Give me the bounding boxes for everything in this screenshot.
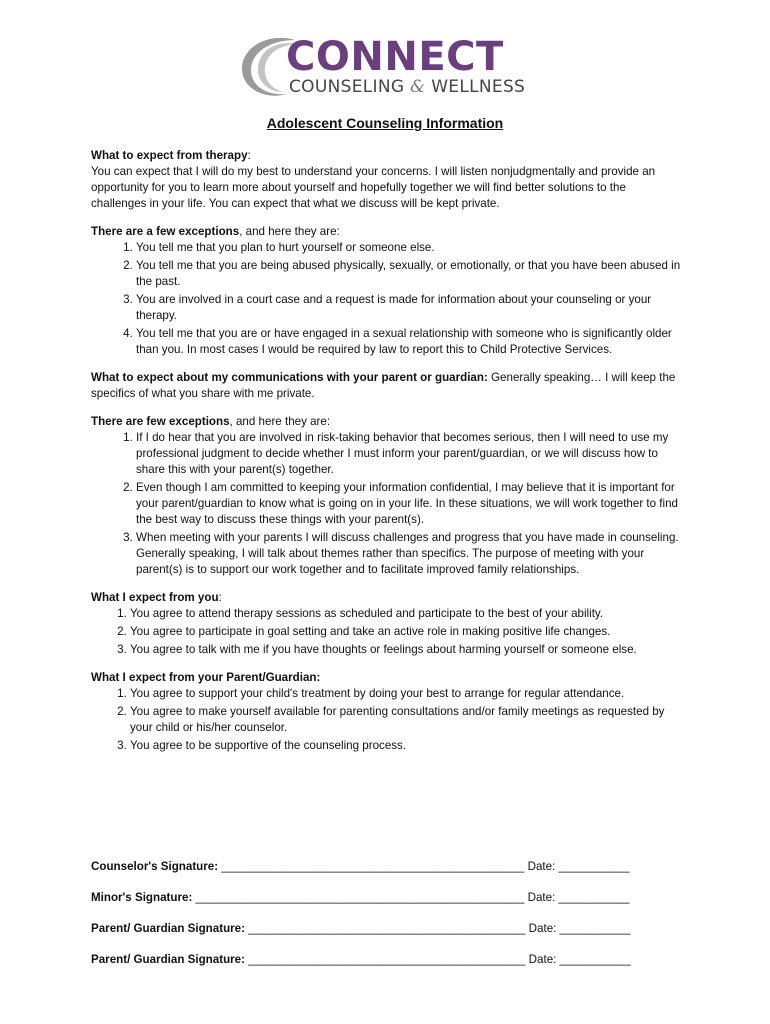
therapy-heading: What to expect from therapy (91, 149, 248, 162)
logo-name: CONNECT (286, 34, 504, 80)
list-item: 1. You tell me that you plan to hurt yourself or someone else. (136, 240, 681, 256)
expect-from-you-section: What I expect from you: 1. You agree to attend therapy sessions as scheduled and participate to the best of your ability. 2. You agree to participate in goal setting and take an active role in making positive life changes. 3. You agree to talk with me if you have thoughts or feelings about harming yourself or someone else. (91, 590, 681, 658)
list-item: 4. You tell me that you are or have engaged in a sexual relationship with someone who is significantly older than you. In most cases I would be required by law to report this to Child Protective Services. (136, 326, 681, 358)
list-item: 3. You agree to be supportive of the counseling process. (130, 738, 681, 754)
list-item: 2. You tell me that you are being abused physically, sexually, or emotionally, or that you have been abused in the past. (136, 258, 681, 290)
communications-body: Generally speaking… I will keep the specifics of what you share with me private. (91, 371, 676, 400)
company-logo (237, 34, 527, 100)
expect-from-parent-list (91, 686, 681, 754)
exceptions-list-2 (91, 430, 681, 578)
therapy-section: What to expect from therapy: You can expect that I will do my best to understand your concerns. I will listen nonjudgmentally and provide an opportunity for you to learn more about yourself and hopefully together we will find better solutions to the challenges in your life. You can expect that what we discuss will be kept private. (91, 148, 681, 212)
list-item: 2. You agree to participate in goal setting and take an active role in making positive life changes. (130, 624, 681, 640)
parent-signature-line-1[interactable]: Parent/ Guardian Signature: ___________________________________________ Date: ___________ (91, 922, 631, 935)
communications-heading: What to expect about my communications with your parent or guardian: (91, 371, 488, 384)
exceptions-heading-2: There are few exceptions (91, 415, 230, 428)
counselor-signature-line[interactable]: Counselor's Signature: _______________________________________________ Date: ___________ (91, 860, 630, 873)
list-item: 3. When meeting with your parents I will discuss challenges and progress that you have made in counseling. Generally speaking, I will talk about themes rather than specifics. The purpose of meeting with your parent(s) is to support our work together and to facilitate improved family relationships. (136, 530, 681, 578)
minor-signature-line[interactable]: Minor's Signature: ___________________________________________________ Date: ___________ (91, 891, 630, 904)
list-item: 1. If I do hear that you are involved in risk-taking behavior that becomes serious, then I will need to use my professional judgment to decide whether I must inform your parent/guardian, or we will discuss how to share this with your parent(s) together. (136, 430, 681, 478)
exceptions-section-1: There are a few exceptions, and here they are: 1. You tell me that you plan to hurt yourself or someone else. 2. You tell me that you are being abused physically, sexually, or emotionally, or that you have been abused in the past. 3. You are involved in a court case and a request is made for information about your counseling or your therapy. 4. You tell me that you are or have engaged in a sexual relationship with someone who is significantly older than you. In most cases I would be required by law to report this to Child Protective Services. (91, 224, 681, 358)
exceptions-section-2: There are few exceptions, and here they are: 1. If I do hear that you are involved in risk-taking behavior that becomes serious, then I will need to use my professional judgment to decide whether I must inform your parent/guardian, or we will discuss how to share this with your parent(s) together. 2. Even though I am committed to keeping your information confidential, I may believe that it is important for your parent/guardian to know what is going on in your life. In these situations, we will work together to find the best way to discuss these things with your parent(s). 3. When meeting with your parents I will discuss challenges and progress that you have made in counseling. Generally speaking, I will talk about themes rather than specifics. The purpose of meeting with your parent(s) is to support our work together and to facilitate improved family relationships. (91, 414, 681, 578)
document-body (91, 148, 681, 756)
expect-from-you-list (91, 606, 681, 658)
list-item: 2. Even though I am committed to keeping your information confidential, I may believe that it is important for your parent/guardian to know what is going on in your life. In these situations, we will work together to find the best way to discuss these things with your parent(s). (136, 480, 681, 528)
expect-from-parent-heading: What I expect from your Parent/Guardian: (91, 671, 321, 684)
logo-tagline: COUNSELING & WELLNESS (289, 77, 526, 97)
list-item: 1. You agree to attend therapy sessions as scheduled and participate to the best of your ability. (130, 606, 681, 622)
document-title: Adolescent Counseling Information (266, 115, 504, 131)
communications-section (91, 370, 681, 402)
exceptions-heading-1: There are a few exceptions (91, 225, 240, 238)
expect-from-you-heading: What I expect from you (91, 591, 219, 604)
expect-from-parent-section (91, 670, 681, 754)
parent-signature-line-2[interactable]: Parent/ Guardian Signature: ___________________________________________ Date: ___________ (91, 953, 631, 966)
therapy-body: You can expect that I will do my best to understand your concerns. I will listen nonjudgmentally and provide an opportunity for you to learn more about yourself and hopefully together we will find better solutions to the challenges in your life. You can expect that what we discuss will be kept private. (91, 165, 656, 210)
list-item: 3. You are involved in a court case and a request is made for information about your counseling or your therapy. (136, 292, 681, 324)
list-item: 3. You agree to talk with me if you have thoughts or feelings about harming yourself or someone else. (130, 642, 681, 658)
list-item: 1. You agree to support your child's treatment by doing your best to arrange for regular attendance. (130, 686, 681, 702)
signature-block (91, 860, 681, 984)
exceptions-list-1 (91, 240, 681, 358)
list-item: 2. You agree to make yourself available for parenting consultations and/or family meetings as requested by your child or his/her counselor. (130, 704, 681, 736)
